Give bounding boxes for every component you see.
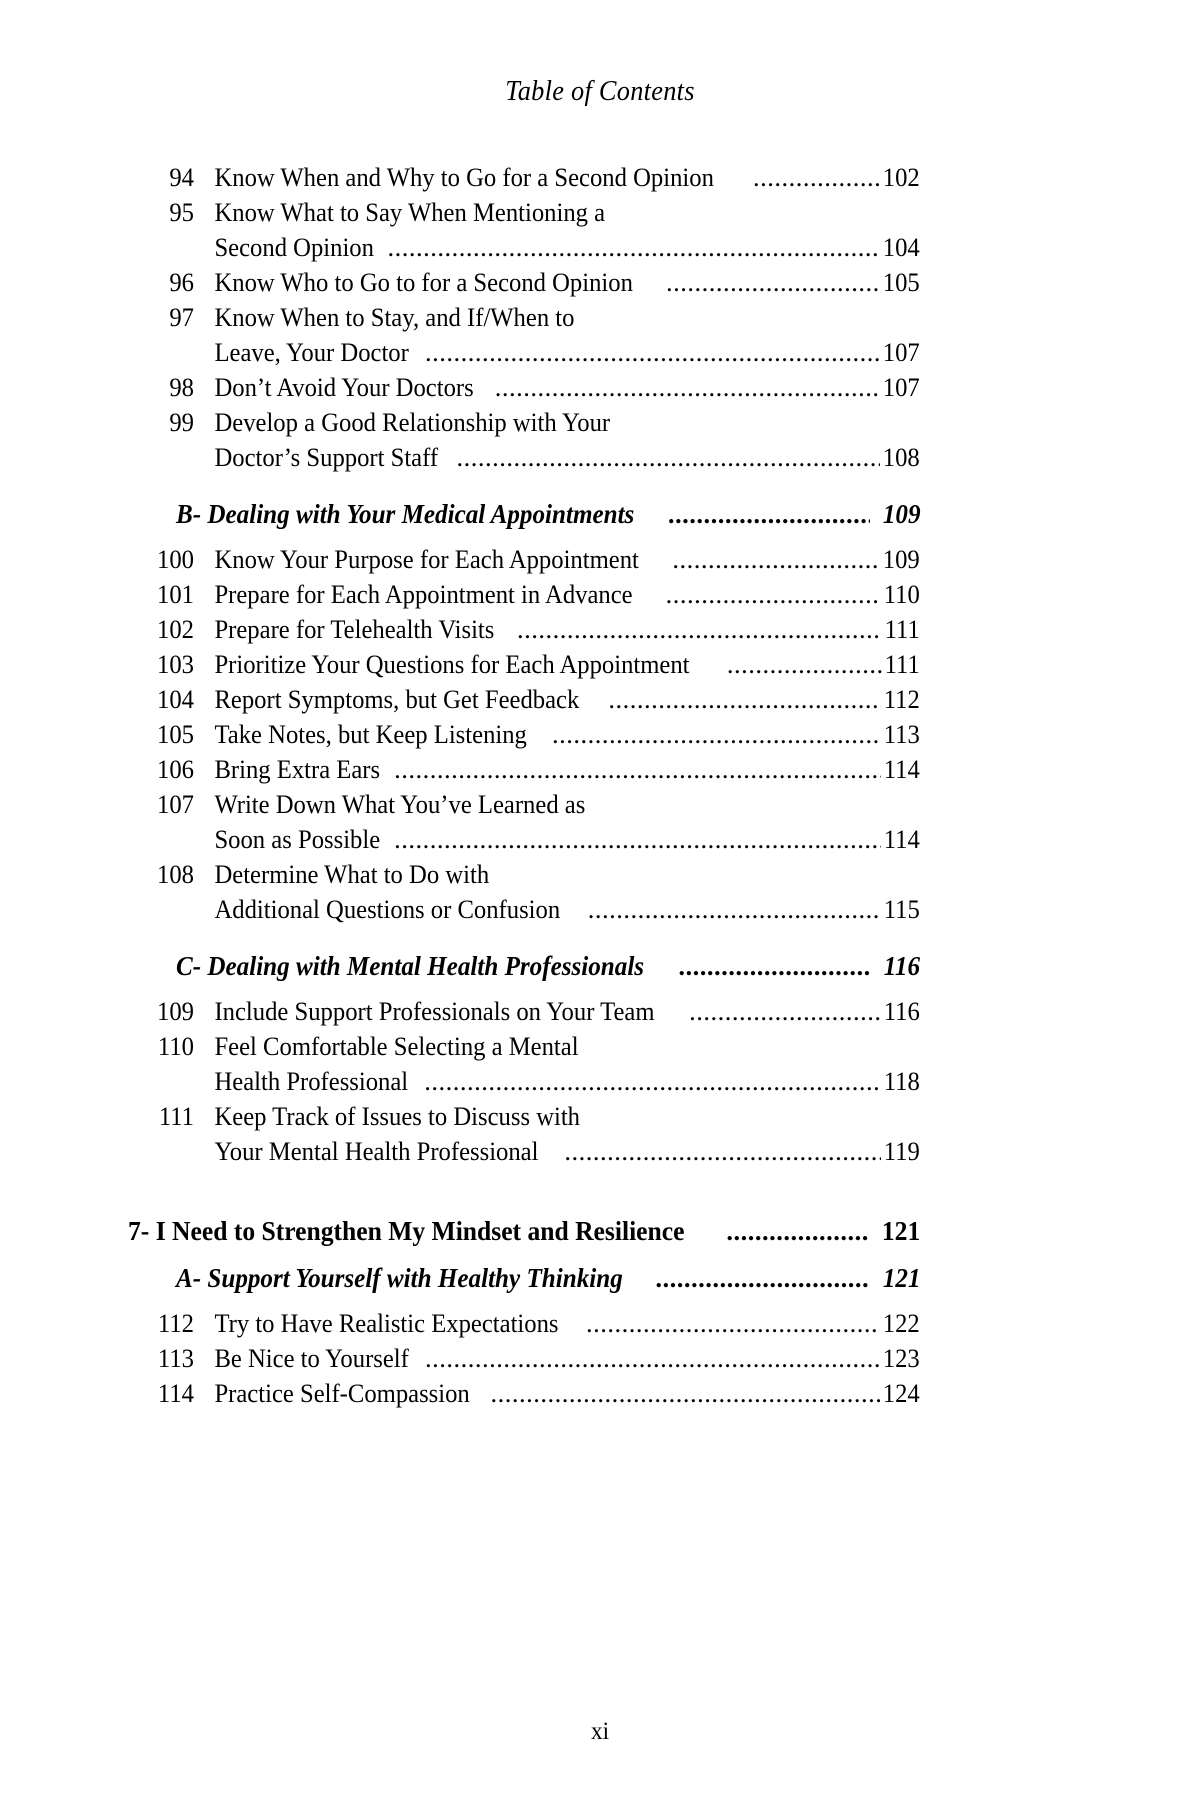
- toc-entry-number: 110: [157, 1031, 194, 1061]
- toc-section-heading[interactable]: [120, 1261, 920, 1296]
- toc-page-number: 107: [883, 337, 920, 367]
- toc-entry-row[interactable]: [120, 822, 920, 857]
- toc-entry-title: Feel Comfortable Selecting a Mental: [214, 1031, 579, 1061]
- toc-entry-title: Determine What to Do with: [214, 859, 490, 889]
- toc-leader-dots: [666, 265, 880, 300]
- toc-entry-number: 102: [157, 614, 194, 644]
- toc-entry-row[interactable]: [120, 752, 920, 787]
- toc-leader-dots: [666, 577, 882, 612]
- toc-leader-dots: [425, 335, 880, 370]
- toc-entry-title: Know Your Purpose for Each Appointment: [214, 544, 639, 574]
- toc-entry-row[interactable]: [120, 892, 920, 927]
- toc-page-number: 113: [883, 719, 920, 749]
- toc-entry-title: Your Mental Health Professional: [214, 1136, 539, 1166]
- toc-leader-dots: [689, 994, 881, 1029]
- toc-page-number: 124: [883, 1378, 920, 1408]
- toc-leader-dots: [679, 949, 871, 984]
- toc-entry-row[interactable]: [120, 230, 920, 265]
- toc-entry-title: A- Support Yourself with Healthy Thinking: [176, 1263, 623, 1293]
- toc-entry-row[interactable]: [120, 682, 920, 717]
- toc-entry-number: 97: [169, 302, 194, 332]
- toc-entry-number: 104: [157, 684, 194, 714]
- toc-leader-dots: [586, 1306, 880, 1341]
- toc-page-number: 118: [883, 1066, 920, 1096]
- toc-entry-title: Prepare for Telehealth Visits: [214, 614, 495, 644]
- toc-entry-title: C- Dealing with Mental Health Professionals: [176, 951, 645, 981]
- toc-leader-dots: [424, 1064, 881, 1099]
- toc-entry-row[interactable]: [120, 612, 920, 647]
- toc-entry-number: 94: [169, 162, 194, 192]
- toc-leader-dots: [552, 717, 881, 752]
- toc-entry-number: 98: [169, 372, 194, 402]
- toc-leader-dots: [495, 370, 880, 405]
- toc-entry-number: 112: [157, 1308, 194, 1338]
- toc-entry-row[interactable]: [120, 1306, 920, 1341]
- toc-entry-title: Keep Track of Issues to Discuss with: [214, 1101, 581, 1131]
- toc-entry-number: 106: [157, 754, 194, 784]
- toc-entry-row[interactable]: [120, 857, 920, 892]
- toc-entry-list: [120, 160, 920, 1411]
- toc-page-number: 119: [883, 1136, 920, 1166]
- toc-entry-number: 113: [157, 1343, 194, 1373]
- toc-entry-title: Soon as Possible: [214, 824, 381, 854]
- toc-leader-dots: [656, 1261, 869, 1296]
- toc-entry-number: 114: [157, 1378, 194, 1408]
- toc-leader-dots: [672, 542, 880, 577]
- toc-leader-dots: [669, 497, 870, 532]
- toc-entry-number: 108: [157, 859, 194, 889]
- toc-entry-title: Leave, Your Doctor: [214, 337, 409, 367]
- toc-page-number: 123: [883, 1343, 920, 1373]
- toc-page-number: 116: [883, 951, 920, 981]
- toc-leader-dots: [588, 892, 881, 927]
- toc-entry-row[interactable]: [120, 370, 920, 405]
- toc-page-number: 109: [882, 499, 920, 529]
- toc-entry-title: Doctor’s Support Staff: [214, 442, 439, 472]
- toc-entry-title: Write Down What You’ve Learned as: [214, 789, 586, 819]
- toc-entry-row[interactable]: [120, 1341, 920, 1376]
- toc-leader-dots: [425, 1341, 880, 1376]
- toc-entry-row[interactable]: [120, 647, 920, 682]
- toc-entry-row[interactable]: [120, 265, 920, 300]
- toc-page-number: 111: [884, 614, 920, 644]
- toc-section-heading[interactable]: [120, 949, 920, 984]
- toc-entry-title: Prioritize Your Questions for Each Appointment: [214, 649, 690, 679]
- toc-page-number: 110: [883, 579, 920, 609]
- toc-entry-number: 109: [157, 996, 194, 1026]
- toc-entry-row[interactable]: [120, 994, 920, 1029]
- toc-entry-title: B- Dealing with Your Medical Appointments: [176, 499, 635, 529]
- toc-leader-dots: [608, 682, 881, 717]
- toc-entry-title: Practice Self-Compassion: [214, 1378, 470, 1408]
- toc-entry-number: 95: [169, 197, 194, 227]
- toc-page-number: 111: [884, 649, 920, 679]
- toc-entry-row[interactable]: [120, 1064, 920, 1099]
- toc-entry-title: Include Support Professionals on Your Team: [214, 996, 655, 1026]
- toc-entry-number: 103: [157, 649, 194, 679]
- toc-entry-title: 7- I Need to Strengthen My Mindset and Resilience: [128, 1215, 685, 1246]
- toc-entry-row[interactable]: [120, 717, 920, 752]
- toc-entry-row[interactable]: [120, 1099, 920, 1134]
- toc-entry-row[interactable]: [120, 787, 920, 822]
- toc-entry-title: Health Professional: [214, 1066, 409, 1096]
- toc-entry-title: Know What to Say When Mentioning a: [214, 197, 606, 227]
- toc-entry-title: Don’t Avoid Your Doctors: [214, 372, 474, 402]
- toc-entry-title: Know Who to Go to for a Second Opinion: [214, 267, 633, 297]
- toc-page-number: 104: [883, 232, 920, 262]
- toc-page-number: 121: [881, 1215, 920, 1246]
- toc-page-number: 114: [883, 824, 920, 854]
- toc-entry-number: 101: [157, 579, 194, 609]
- toc-entry-number: 105: [157, 719, 194, 749]
- toc-entry-title: Know When and Why to Go for a Second Opinion: [214, 162, 714, 192]
- toc-entry-number: 99: [169, 407, 194, 437]
- page-folio: xi: [590, 1718, 610, 1745]
- toc-leader-dots: [753, 160, 880, 195]
- toc-entry-row[interactable]: [120, 577, 920, 612]
- toc-entry-row[interactable]: [120, 300, 920, 335]
- toc-section-heading[interactable]: [120, 497, 920, 532]
- toc-entry-title: Prepare for Each Appointment in Advance: [214, 579, 633, 609]
- toc-page-number: 108: [883, 442, 920, 472]
- toc-page-number: 115: [883, 894, 920, 924]
- toc-page-number: 102: [883, 162, 920, 192]
- toc-leader-dots: [726, 1214, 868, 1249]
- toc-leader-dots: [517, 612, 882, 647]
- toc-entry-row[interactable]: [120, 1376, 920, 1411]
- toc-page-number: 116: [883, 996, 920, 1026]
- toc-entry-title: Bring Extra Ears: [214, 754, 381, 784]
- toc-entry-title: Report Symptoms, but Get Feedback: [214, 684, 580, 714]
- toc-page-number: 122: [883, 1308, 920, 1338]
- toc-page-number: 107: [883, 372, 920, 402]
- toc-page-number: 105: [883, 267, 920, 297]
- toc-entry-title: Additional Questions or Confusion: [214, 894, 561, 924]
- toc-entry-title: Develop a Good Relationship with Your: [214, 407, 611, 437]
- toc-entry-number: 96: [169, 267, 194, 297]
- toc-leader-dots: [491, 1376, 881, 1411]
- toc-entry-title: Know When to Stay, and If/When to: [214, 302, 575, 332]
- toc-page-number: 121: [882, 1263, 920, 1293]
- toc-entry-row[interactable]: [120, 195, 920, 230]
- toc-entry-row[interactable]: [120, 1029, 920, 1064]
- toc-entry-row[interactable]: [120, 405, 920, 440]
- toc-page-number: 114: [883, 754, 920, 784]
- toc-leader-dots: [456, 440, 880, 475]
- toc-entry-row[interactable]: [120, 440, 920, 475]
- toc-entry-title: Try to Have Realistic Expectations: [214, 1308, 559, 1338]
- toc-chapter-heading[interactable]: [120, 1213, 920, 1249]
- toc-leader-dots: [727, 647, 882, 682]
- toc-entry-title: Be Nice to Yourself: [214, 1343, 409, 1373]
- toc-entry-row[interactable]: [120, 335, 920, 370]
- toc-entry-number: 100: [157, 544, 194, 574]
- toc-entry-number: 111: [158, 1101, 194, 1131]
- toc-entry-row[interactable]: [120, 160, 920, 195]
- toc-entry-row[interactable]: [120, 542, 920, 577]
- toc-page-number: 112: [883, 684, 920, 714]
- running-head: Table of Contents: [505, 76, 695, 107]
- toc-entry-row[interactable]: [120, 1134, 920, 1169]
- toc-leader-dots: [394, 822, 881, 857]
- toc-entry-title: Second Opinion: [214, 232, 374, 262]
- toc-entry-title: Take Notes, but Keep Listening: [214, 719, 527, 749]
- toc-leader-dots: [564, 1134, 881, 1169]
- toc-entry-number: 107: [157, 789, 194, 819]
- toc-leader-dots: [394, 752, 881, 787]
- toc-leader-dots: [388, 230, 881, 265]
- toc-page-number: 109: [883, 544, 920, 574]
